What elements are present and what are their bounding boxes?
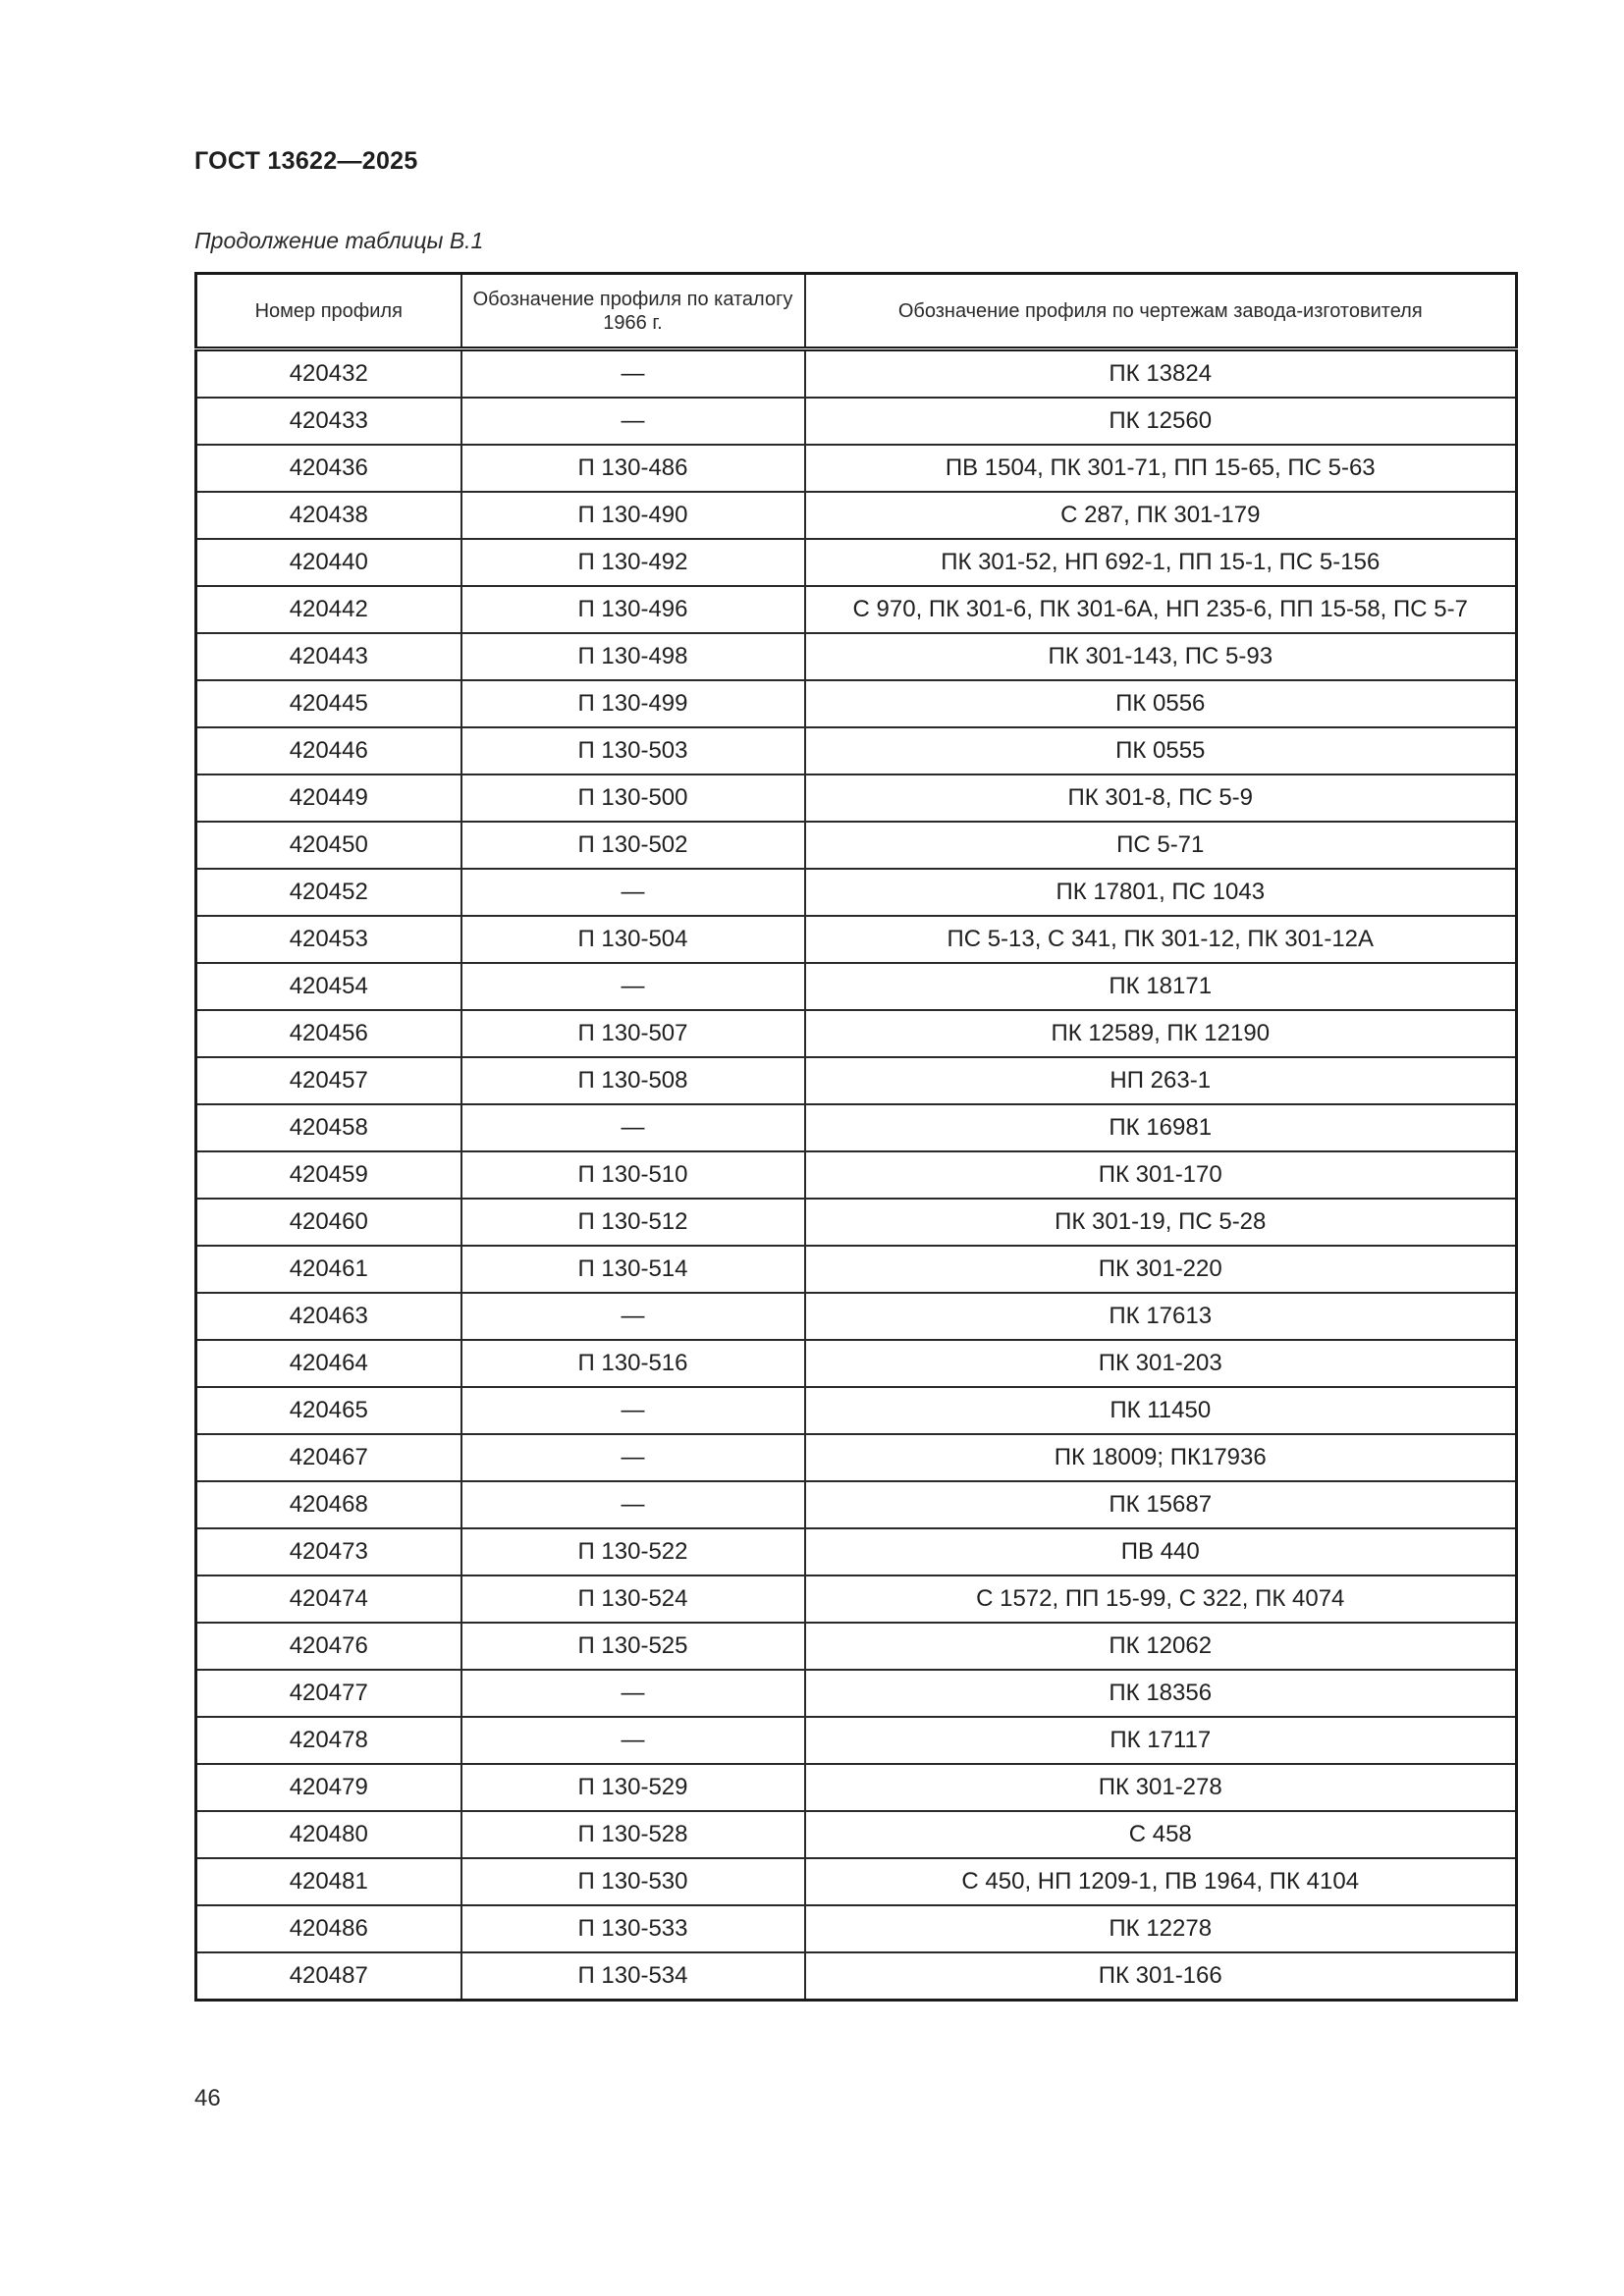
cell-catalog-1966: —: [461, 1104, 805, 1151]
cell-catalog-1966: —: [461, 869, 805, 916]
cell-factory-drawings: ПК 12589, ПК 12190: [805, 1010, 1517, 1057]
column-header-catalog-1966: Обозначение профиля по каталогу 1966 г.: [461, 274, 805, 349]
cell-profile-number: 420480: [196, 1811, 461, 1858]
cell-factory-drawings: ПК 301-8, ПС 5-9: [805, 774, 1517, 822]
cell-factory-drawings: ПК 0556: [805, 680, 1517, 727]
cell-factory-drawings: ПВ 1504, ПК 301-71, ПП 15-65, ПС 5-63: [805, 445, 1517, 492]
cell-catalog-1966: П 130-525: [461, 1623, 805, 1670]
table-row: [196, 1717, 1517, 1764]
cell-factory-drawings: ПК 15687: [805, 1481, 1517, 1528]
cell-profile-number: 420486: [196, 1905, 461, 1952]
cell-factory-drawings: ПК 301-278: [805, 1764, 1517, 1811]
cell-catalog-1966: П 130-486: [461, 445, 805, 492]
cell-factory-drawings: ПК 301-220: [805, 1246, 1517, 1293]
cell-catalog-1966: П 130-528: [461, 1811, 805, 1858]
cell-catalog-1966: П 130-529: [461, 1764, 805, 1811]
cell-catalog-1966: П 130-502: [461, 822, 805, 869]
cell-factory-drawings: НП 263-1: [805, 1057, 1517, 1104]
cell-factory-drawings: ПК 301-203: [805, 1340, 1517, 1387]
cell-profile-number: 420449: [196, 774, 461, 822]
table-row: [196, 1858, 1517, 1905]
cell-catalog-1966: П 130-496: [461, 586, 805, 633]
cell-profile-number: 420454: [196, 963, 461, 1010]
table-row: [196, 1293, 1517, 1340]
table-row: [196, 774, 1517, 822]
cell-profile-number: 420438: [196, 492, 461, 539]
cell-profile-number: 420461: [196, 1246, 461, 1293]
cell-profile-number: 420465: [196, 1387, 461, 1434]
cell-profile-number: 420459: [196, 1151, 461, 1199]
cell-profile-number: 420432: [196, 349, 461, 399]
cell-catalog-1966: П 130-504: [461, 916, 805, 963]
cell-factory-drawings: ПК 0555: [805, 727, 1517, 774]
page-number: 46: [194, 2085, 221, 2111]
table-row: [196, 398, 1517, 445]
cell-factory-drawings: ПК 18009; ПК17936: [805, 1434, 1517, 1481]
cell-factory-drawings: ПК 17613: [805, 1293, 1517, 1340]
cell-catalog-1966: П 130-500: [461, 774, 805, 822]
cell-profile-number: 420479: [196, 1764, 461, 1811]
cell-factory-drawings: ПК 17117: [805, 1717, 1517, 1764]
cell-catalog-1966: П 130-512: [461, 1199, 805, 1246]
cell-factory-drawings: ПК 12560: [805, 398, 1517, 445]
table-row: [196, 1387, 1517, 1434]
column-header-profile-number: Номер профиля: [196, 274, 461, 349]
cell-catalog-1966: —: [461, 1434, 805, 1481]
cell-catalog-1966: —: [461, 963, 805, 1010]
table-row: [196, 1151, 1517, 1199]
cell-factory-drawings: ПК 12062: [805, 1623, 1517, 1670]
table-row: [196, 445, 1517, 492]
table-row: [196, 869, 1517, 916]
cell-catalog-1966: П 130-508: [461, 1057, 805, 1104]
table-caption: Продолжение таблицы В.1: [194, 228, 484, 253]
column-header-factory-drawings: Обозначение профиля по чертежам завода-изготовителя: [805, 274, 1517, 349]
cell-catalog-1966: —: [461, 398, 805, 445]
cell-factory-drawings: ПК 17801, ПС 1043: [805, 869, 1517, 916]
cell-catalog-1966: П 130-498: [461, 633, 805, 680]
cell-catalog-1966: П 130-507: [461, 1010, 805, 1057]
cell-factory-drawings: С 458: [805, 1811, 1517, 1858]
table-row: [196, 1434, 1517, 1481]
cell-factory-drawings: ПК 301-143, ПС 5-93: [805, 633, 1517, 680]
cell-profile-number: 420445: [196, 680, 461, 727]
cell-profile-number: 420463: [196, 1293, 461, 1340]
cell-factory-drawings: ПК 301-52, НП 692-1, ПП 15-1, ПС 5-156: [805, 539, 1517, 586]
cell-profile-number: 420442: [196, 586, 461, 633]
cell-factory-drawings: ПК 18171: [805, 963, 1517, 1010]
table-row: [196, 1764, 1517, 1811]
cell-profile-number: 420452: [196, 869, 461, 916]
cell-catalog-1966: П 130-530: [461, 1858, 805, 1905]
cell-profile-number: 420467: [196, 1434, 461, 1481]
table-row: [196, 349, 1517, 399]
table-row: [196, 1670, 1517, 1717]
cell-profile-number: 420433: [196, 398, 461, 445]
cell-profile-number: 420474: [196, 1575, 461, 1623]
cell-catalog-1966: —: [461, 1293, 805, 1340]
cell-catalog-1966: —: [461, 1387, 805, 1434]
cell-factory-drawings: С 450, НП 1209-1, ПВ 1964, ПК 4104: [805, 1858, 1517, 1905]
table-row: [196, 492, 1517, 539]
table-row: [196, 916, 1517, 963]
table-row: [196, 680, 1517, 727]
cell-factory-drawings: ПВ 440: [805, 1528, 1517, 1575]
table-row: [196, 1905, 1517, 1952]
cell-catalog-1966: —: [461, 1717, 805, 1764]
cell-profile-number: 420468: [196, 1481, 461, 1528]
table-row: [196, 1057, 1517, 1104]
cell-profile-number: 420450: [196, 822, 461, 869]
table-row: [196, 1246, 1517, 1293]
cell-profile-number: 420457: [196, 1057, 461, 1104]
cell-catalog-1966: П 130-510: [461, 1151, 805, 1199]
cell-profile-number: 420477: [196, 1670, 461, 1717]
cell-catalog-1966: П 130-516: [461, 1340, 805, 1387]
table-row: [196, 633, 1517, 680]
cell-profile-number: 420473: [196, 1528, 461, 1575]
table-row: [196, 1340, 1517, 1387]
cell-catalog-1966: П 130-490: [461, 492, 805, 539]
table-row: [196, 1104, 1517, 1151]
header-row: [196, 274, 1517, 349]
table-row: [196, 1952, 1517, 2001]
table-row: [196, 822, 1517, 869]
cell-factory-drawings: ПК 18356: [805, 1670, 1517, 1717]
cell-catalog-1966: —: [461, 1481, 805, 1528]
table-body: [196, 349, 1517, 2001]
cell-profile-number: 420476: [196, 1623, 461, 1670]
cell-profile-number: 420456: [196, 1010, 461, 1057]
cell-factory-drawings: ПК 301-170: [805, 1151, 1517, 1199]
cell-factory-drawings: ПК 301-166: [805, 1952, 1517, 2001]
cell-factory-drawings: ПС 5-71: [805, 822, 1517, 869]
table-row: [196, 1481, 1517, 1528]
cell-profile-number: 420436: [196, 445, 461, 492]
table-row: [196, 1811, 1517, 1858]
table-row: [196, 1199, 1517, 1246]
cell-factory-drawings: С 287, ПК 301-179: [805, 492, 1517, 539]
cell-catalog-1966: П 130-533: [461, 1905, 805, 1952]
cell-profile-number: 420453: [196, 916, 461, 963]
table-row: [196, 1528, 1517, 1575]
cell-factory-drawings: ПК 301-19, ПС 5-28: [805, 1199, 1517, 1246]
cell-factory-drawings: ПК 12278: [805, 1905, 1517, 1952]
table-row: [196, 1575, 1517, 1623]
table-row: [196, 727, 1517, 774]
cell-factory-drawings: С 1572, ПП 15-99, С 322, ПК 4074: [805, 1575, 1517, 1623]
table-row: [196, 539, 1517, 586]
cell-profile-number: 420460: [196, 1199, 461, 1246]
cell-profile-number: 420446: [196, 727, 461, 774]
cell-profile-number: 420458: [196, 1104, 461, 1151]
table-header: [196, 274, 1517, 349]
cell-factory-drawings: ПК 13824: [805, 349, 1517, 399]
cell-profile-number: 420478: [196, 1717, 461, 1764]
cell-profile-number: 420464: [196, 1340, 461, 1387]
cell-catalog-1966: П 130-514: [461, 1246, 805, 1293]
cell-profile-number: 420440: [196, 539, 461, 586]
table-row: [196, 963, 1517, 1010]
cell-catalog-1966: —: [461, 349, 805, 399]
cell-factory-drawings: ПК 16981: [805, 1104, 1517, 1151]
cell-catalog-1966: П 130-524: [461, 1575, 805, 1623]
cell-factory-drawings: ПК 11450: [805, 1387, 1517, 1434]
cell-catalog-1966: П 130-492: [461, 539, 805, 586]
cell-catalog-1966: П 130-499: [461, 680, 805, 727]
cell-factory-drawings: ПС 5-13, С 341, ПК 301-12, ПК 301-12А: [805, 916, 1517, 963]
cell-catalog-1966: —: [461, 1670, 805, 1717]
profile-table: [194, 272, 1518, 2002]
table-row: [196, 1623, 1517, 1670]
cell-profile-number: 420481: [196, 1858, 461, 1905]
table-row: [196, 586, 1517, 633]
cell-profile-number: 420443: [196, 633, 461, 680]
cell-profile-number: 420487: [196, 1952, 461, 2001]
document-header: ГОСТ 13622—2025: [194, 147, 418, 175]
cell-catalog-1966: П 130-503: [461, 727, 805, 774]
profile-table-container: [194, 272, 1518, 2002]
cell-catalog-1966: П 130-522: [461, 1528, 805, 1575]
cell-catalog-1966: П 130-534: [461, 1952, 805, 2001]
cell-factory-drawings: С 970, ПК 301-6, ПК 301-6А, НП 235-6, ПП 15-58, ПС 5-7: [805, 586, 1517, 633]
table-row: [196, 1010, 1517, 1057]
